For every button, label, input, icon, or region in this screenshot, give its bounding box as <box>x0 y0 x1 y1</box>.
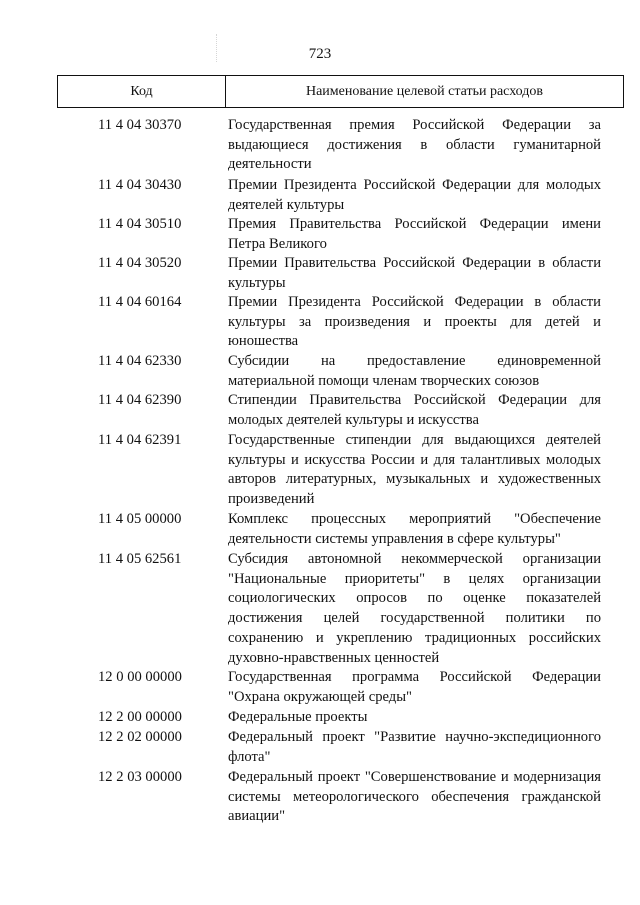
table-row <box>0 510 640 550</box>
row-code: 11 4 04 62330 <box>98 353 182 369</box>
row-code: 11 4 04 62391 <box>98 432 182 448</box>
table-row <box>0 254 640 293</box>
row-code: 11 4 04 30430 <box>98 177 182 193</box>
page-number: 723 <box>308 46 332 62</box>
row-name: Субсидии на предоставление единовременной материальной помощи членам творческих союзов <box>228 353 601 389</box>
header-code: Код <box>58 76 226 107</box>
row-code: 11 4 04 60164 <box>98 294 182 310</box>
table-row <box>0 431 640 510</box>
row-name: Стипендии Правительства Российской Федерации для молодых деятелей культуры и искусства <box>228 392 601 428</box>
row-name: Государственная премия Российской Федерации за выдающиеся достижения в области гуманитарной деятельности <box>228 117 601 173</box>
row-code: 11 4 04 30520 <box>98 255 182 271</box>
row-code: 12 2 02 00000 <box>98 729 182 745</box>
table-row <box>0 728 640 768</box>
row-code: 11 4 04 30510 <box>98 216 182 232</box>
row-name: Премия Правительства Российской Федерации имени Петра Великого <box>228 216 601 252</box>
table-row <box>0 391 640 431</box>
row-name: Премии Правительства Российской Федерации в области культуры <box>228 255 601 291</box>
header-name: Наименование целевой статьи расходов <box>305 83 544 99</box>
row-code: 12 2 03 00000 <box>98 769 182 785</box>
row-code: 11 4 05 62561 <box>98 551 182 567</box>
table-body <box>0 116 640 828</box>
row-name: Субсидия автономной некоммерческой организации "Национальные приоритеты" в целях организации социологических опросов по оценке показателей достижения целей государственной политики по сохранению и укреплению традиционных российских духовно-нравственных ценностей <box>228 551 601 666</box>
row-code: 11 4 04 62390 <box>98 392 182 408</box>
row-name: Федеральный проект "Развитие научно-экспедиционного флота" <box>228 729 601 765</box>
table-row <box>0 176 640 215</box>
row-name: Премии Президента Российской Федерации для молодых деятелей культуры <box>228 177 601 213</box>
table-row <box>0 768 640 828</box>
row-name: Федеральные проекты <box>228 709 368 725</box>
row-code: 11 4 05 00000 <box>98 511 182 527</box>
table-header <box>57 75 624 108</box>
row-code: 12 0 00 00000 <box>98 669 182 685</box>
table-row <box>0 116 640 176</box>
row-name: Федеральный проект "Совершенствование и модернизация системы метеорологического обеспечения гражданской авиации" <box>228 769 601 825</box>
table-row <box>0 708 640 728</box>
row-code: 11 4 04 30370 <box>98 117 182 133</box>
row-code: 12 2 00 00000 <box>98 709 182 725</box>
table-row <box>0 293 640 352</box>
row-name: Государственные стипендии для выдающихся деятелей культуры и искусства России и для талантливых молодых авторов литературных, музыкальных и художественных произведений <box>228 432 601 508</box>
table-row <box>0 550 640 668</box>
table-row <box>0 668 640 708</box>
row-name: Премии Президента Российской Федерации в области культуры за произведения и проекты для детей и юношества <box>228 294 601 350</box>
table-row <box>0 352 640 391</box>
table-row <box>0 215 640 254</box>
row-name: Государственная программа Российской Федерации "Охрана окружающей среды" <box>228 669 601 705</box>
row-name: Комплекс процессных мероприятий "Обеспечение деятельности системы управления в сфере культуры" <box>228 511 601 547</box>
